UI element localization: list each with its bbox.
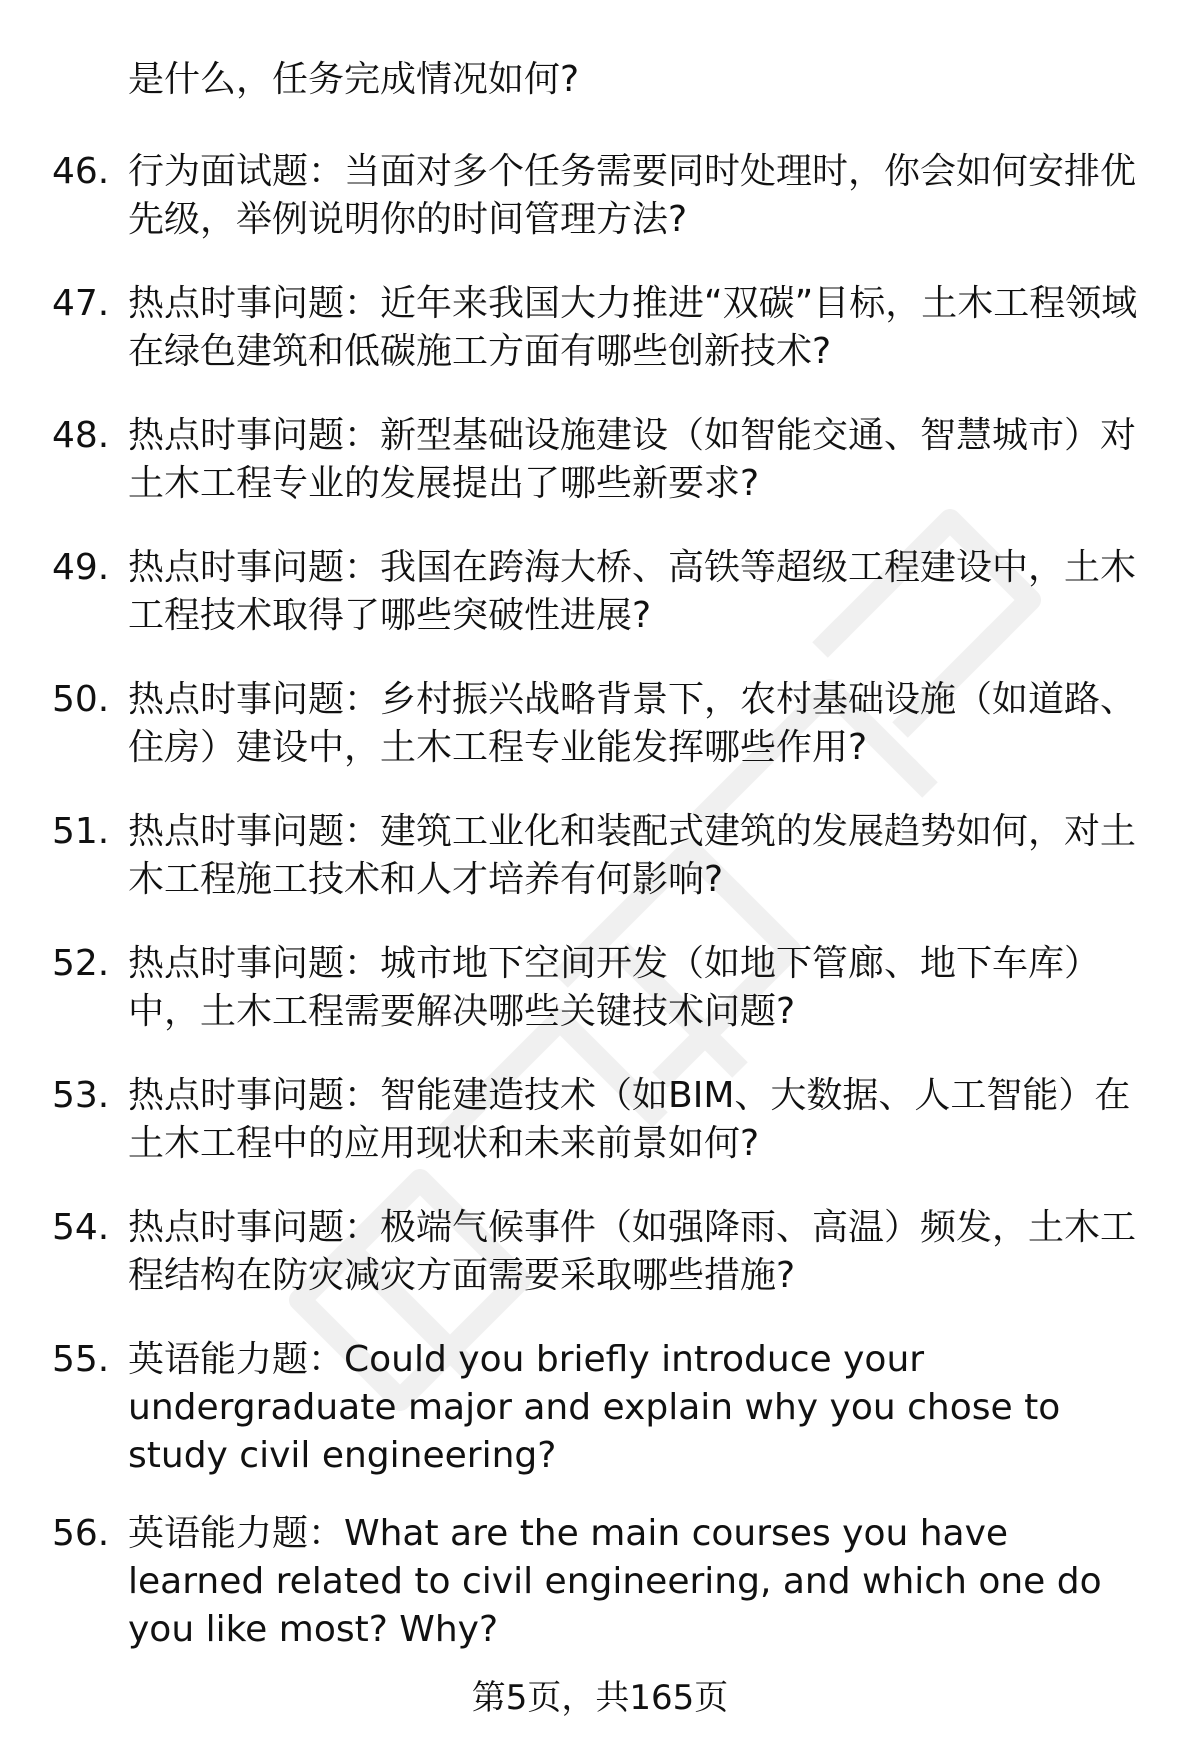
item-number: 54.	[52, 1207, 110, 1248]
continuation-text: 是什么，任务完成情况如何?	[128, 59, 580, 100]
list-item	[0, 1204, 1138, 1300]
item-number: 55.	[52, 1339, 110, 1380]
list-item	[0, 676, 1138, 772]
item-number: 49.	[52, 547, 110, 588]
list-item	[0, 940, 1138, 1036]
item-text: 英语能力题：What are the main courses you have learned related to civil engineering, and which one do you like most? Why?	[128, 1513, 1102, 1650]
item-text: 热点时事问题：极端气候事件（如强降雨、高温）频发，土木工程结构在防灾减灾方面需要采取哪些措施?	[128, 1207, 1137, 1296]
list-item	[0, 544, 1138, 640]
page-footer: 第5页，共165页	[471, 1678, 729, 1718]
item-text: 热点时事问题：近年来我国大力推进“双碳”目标，土木工程领域在绿色建筑和低碳施工方面有哪些创新技术?	[128, 283, 1138, 372]
item-text: 热点时事问题：智能建造技术（如BIM、大数据、人工智能）在土木工程中的应用现状和未来前景如何?	[128, 1075, 1131, 1164]
item-number: 51.	[52, 811, 110, 852]
list-item	[0, 148, 1138, 244]
item-text: 热点时事问题：乡村振兴战略背景下，农村基础设施（如道路、住房）建设中，土木工程专业能发挥哪些作用?	[128, 679, 1137, 768]
item-text: 热点时事问题：城市地下空间开发（如地下管廊、地下车库）中，土木工程需要解决哪些关键技术问题?	[128, 943, 1101, 1032]
item-number: 47.	[52, 283, 110, 324]
item-text: 行为面试题：当面对多个任务需要同时处理时，你会如何安排优先级，举例说明你的时间管理方法?	[128, 151, 1137, 240]
item-text: 热点时事问题：建筑工业化和装配式建筑的发展趋势如何，对土木工程施工技术和人才培养有何影响?	[128, 811, 1137, 900]
item-number: 50.	[52, 679, 110, 720]
list-item	[0, 412, 1138, 508]
list-item	[0, 280, 1138, 376]
item-number: 46.	[52, 151, 110, 192]
item-text: 热点时事问题：我国在跨海大桥、高铁等超级工程建设中，土木工程技术取得了哪些突破性进展?	[128, 547, 1137, 636]
list-item	[0, 1510, 1138, 1654]
item-number: 53.	[52, 1075, 110, 1116]
item-text: 热点时事问题：新型基础设施建设（如智能交通、智慧城市）对土木工程专业的发展提出了哪些新要求?	[128, 415, 1137, 504]
item-number: 56.	[52, 1513, 110, 1554]
item-text: 英语能力题：Could you briefly introduce your undergraduate major and explain why you chose to study civil engineering?	[128, 1339, 1061, 1476]
item-number: 52.	[52, 943, 110, 984]
list-item	[0, 1072, 1138, 1168]
question-list	[0, 148, 1200, 1684]
item-number: 48.	[52, 415, 110, 456]
list-item	[0, 1336, 1138, 1480]
list-item	[0, 808, 1138, 904]
